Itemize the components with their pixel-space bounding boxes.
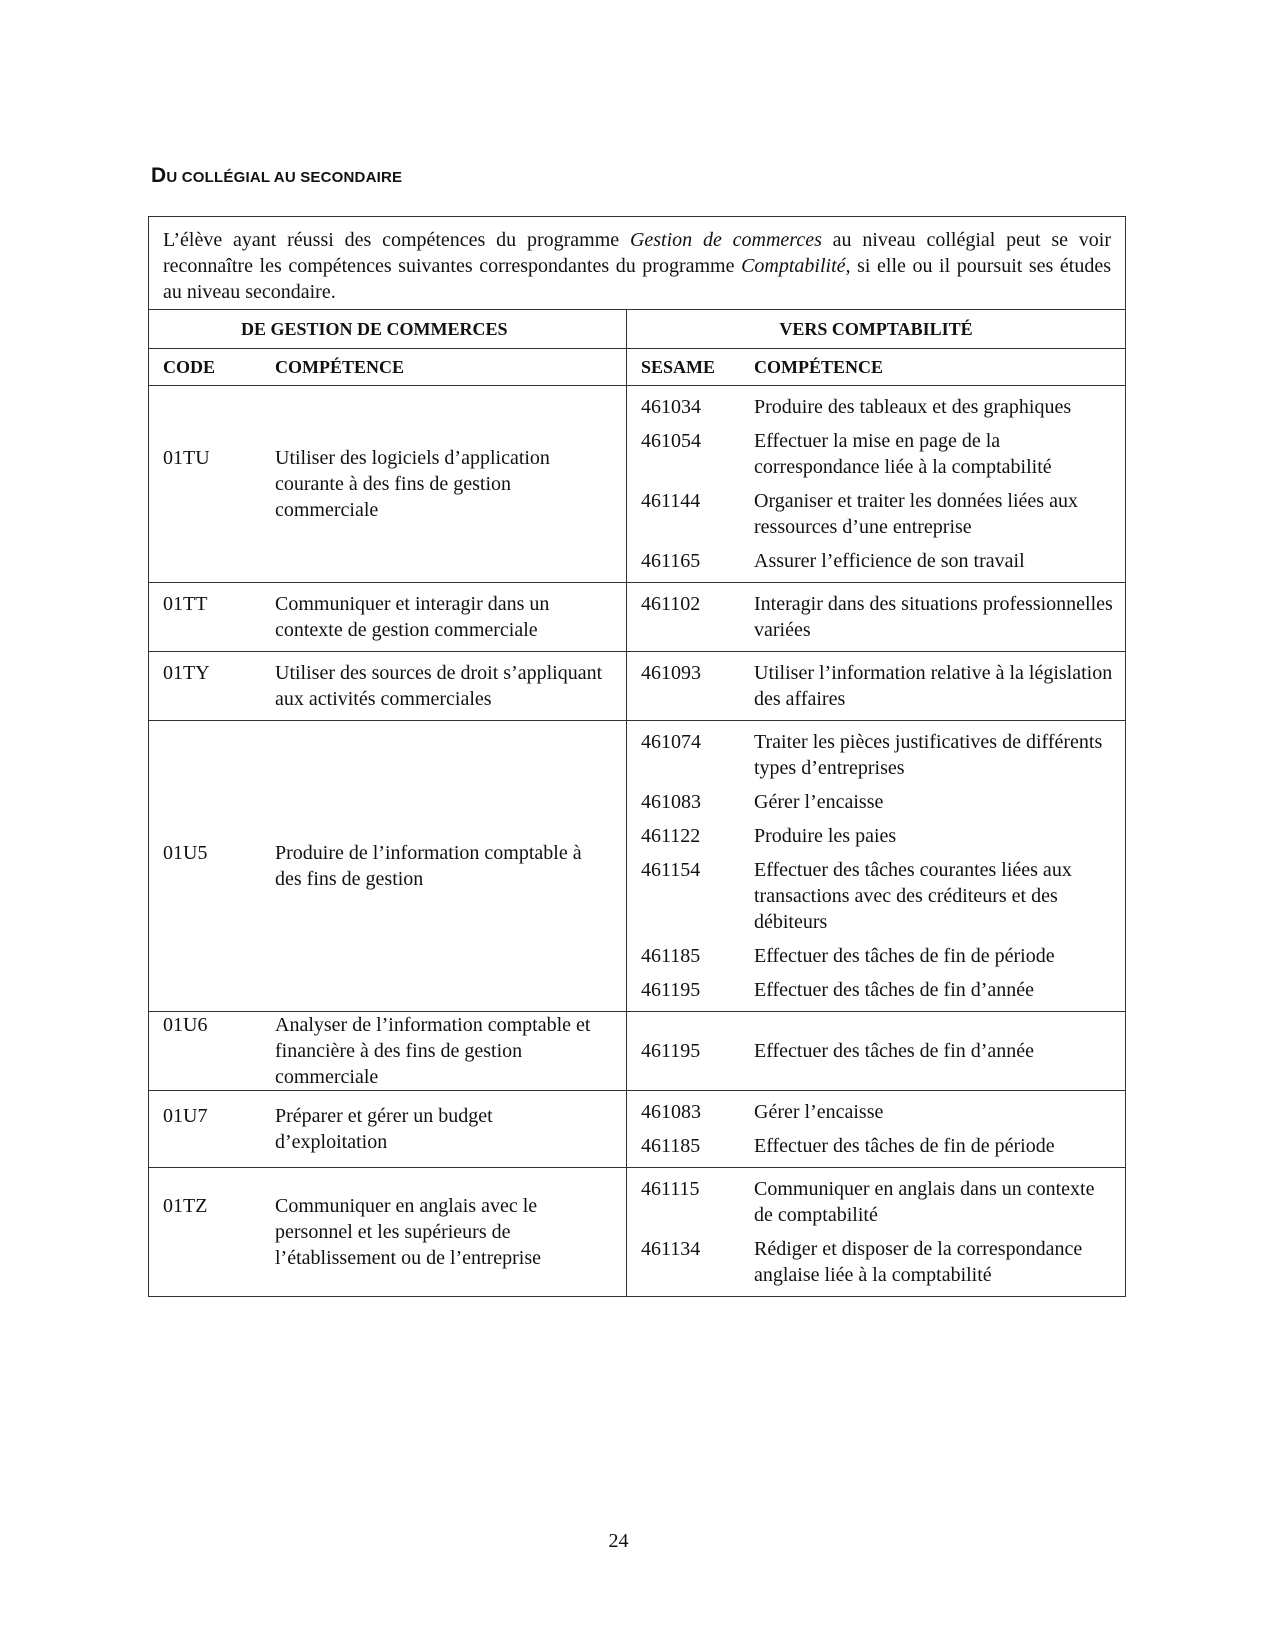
sesame-code: 461185 bbox=[641, 945, 701, 967]
source-code: 01TT bbox=[163, 593, 208, 615]
target-entry bbox=[627, 1236, 1125, 1288]
target-competence: Effectuer la mise en page de la correspondance liée à la comptabilité bbox=[754, 430, 1052, 478]
target-entry bbox=[627, 660, 1125, 712]
program-gestion: Gestion de commerces bbox=[629, 229, 822, 251]
target-entry bbox=[627, 394, 1125, 420]
table-row bbox=[149, 1168, 1126, 1297]
page-number: 24 bbox=[608, 1530, 629, 1552]
source-competence: Communiquer en anglais avec le personnel et les supérieurs de l’établissement ou de l’entreprise bbox=[275, 1195, 542, 1269]
target-cell bbox=[627, 583, 1126, 652]
sesame-code: 461093 bbox=[641, 662, 701, 684]
table-row bbox=[149, 386, 1126, 583]
sesame-code: 461083 bbox=[641, 1101, 701, 1123]
target-cell bbox=[627, 1168, 1126, 1297]
target-competence: Rédiger et disposer de la correspondance anglaise liée à la comptabilité bbox=[754, 1238, 1083, 1286]
target-competence: Interagir dans des situations professionnelles variées bbox=[754, 593, 1113, 641]
target-entry bbox=[627, 1099, 1125, 1125]
target-competence: Communiquer en anglais dans un contexte de comptabilité bbox=[754, 1178, 1095, 1226]
intro-paragraph: L’élève ayant réussi des compétences du programme Gestion de commerces au niveau collégial peut se voir reconnaître les compétences suivantes correspondantes du programme Comptabilité, si elle ou il poursuit ses études au niveau secondaire. bbox=[149, 217, 1126, 310]
header-competence-right: COMPÉTENCE bbox=[754, 356, 884, 377]
source-cell bbox=[149, 1091, 627, 1168]
target-competence: Effectuer des tâches courantes liées aux transactions avec des créditeurs et des débiteurs bbox=[754, 859, 1072, 933]
table-row bbox=[149, 583, 1126, 652]
table-row bbox=[149, 652, 1126, 721]
source-competence: Analyser de l’information comptable et financière à des fins de gestion commerciale bbox=[275, 1014, 591, 1088]
source-competence: Utiliser des logiciels d’application courante à des fins de gestion commerciale bbox=[275, 447, 550, 521]
target-competence: Traiter les pièces justificatives de différents types d’entreprises bbox=[754, 731, 1103, 779]
target-cell bbox=[627, 1091, 1126, 1168]
target-cell bbox=[627, 1012, 1126, 1091]
target-entry bbox=[627, 857, 1125, 935]
target-competence: Effectuer des tâches de fin de période bbox=[754, 1135, 1055, 1157]
target-entry bbox=[627, 1038, 1125, 1064]
target-competence: Assurer l’efficience de son travail bbox=[754, 550, 1025, 572]
target-competence: Effectuer des tâches de fin de période bbox=[754, 945, 1055, 967]
source-cell bbox=[149, 583, 627, 652]
source-cell bbox=[149, 1012, 627, 1091]
header-sesame: SESAME bbox=[641, 356, 716, 377]
sesame-code: 461195 bbox=[641, 979, 701, 1001]
source-cell bbox=[149, 652, 627, 721]
program-comptabilite: Comptabilité, bbox=[741, 255, 851, 277]
sesame-code: 461115 bbox=[641, 1178, 700, 1200]
sesame-code: 461165 bbox=[641, 550, 701, 572]
header-to-program: VERS COMPTABILITÉ bbox=[627, 310, 1126, 349]
source-code: 01U6 bbox=[163, 1014, 208, 1036]
source-code: 01TY bbox=[163, 662, 210, 684]
sesame-code: 461102 bbox=[641, 593, 701, 615]
target-competence: Effectuer des tâches de fin d’année bbox=[754, 979, 1035, 1001]
target-competence: Produire les paies bbox=[754, 825, 897, 847]
page-heading bbox=[151, 164, 402, 188]
header-competence-left: COMPÉTENCE bbox=[275, 356, 405, 377]
table-row bbox=[149, 1012, 1126, 1091]
target-competence: Organiser et traiter les données liées aux ressources d’une entreprise bbox=[754, 490, 1078, 538]
source-code: 01U5 bbox=[163, 842, 208, 864]
source-competence: Utiliser des sources de droit s’appliquant aux activités commerciales bbox=[275, 662, 603, 710]
column-header-row bbox=[149, 349, 1126, 386]
target-entry bbox=[627, 977, 1125, 1003]
target-competence: Produire des tableaux et des graphiques bbox=[754, 396, 1072, 418]
target-competence: Utiliser l’information relative à la législation des affaires bbox=[754, 662, 1113, 710]
sesame-code: 461185 bbox=[641, 1135, 701, 1157]
heading-part: U COLL bbox=[166, 169, 224, 186]
target-cell bbox=[627, 652, 1126, 721]
sesame-code: 461144 bbox=[641, 490, 701, 512]
group-header-row bbox=[149, 310, 1126, 349]
sesame-code: 461083 bbox=[641, 791, 701, 813]
source-code: 01TU bbox=[163, 447, 210, 469]
sesame-code: 461122 bbox=[641, 825, 701, 847]
target-competence: Gérer l’encaisse bbox=[754, 1101, 884, 1123]
target-entry bbox=[627, 943, 1125, 969]
intro-row bbox=[149, 217, 1126, 310]
target-entry bbox=[627, 591, 1125, 643]
source-competence: Préparer et gérer un budget d’exploitation bbox=[275, 1105, 493, 1153]
sesame-code: 461054 bbox=[641, 430, 701, 452]
equivalence-table bbox=[148, 216, 1126, 1297]
target-competence: Effectuer des tâches de fin d’année bbox=[754, 1040, 1035, 1062]
target-cell bbox=[627, 386, 1126, 583]
target-entry bbox=[627, 488, 1125, 540]
target-competence: Gérer l’encaisse bbox=[754, 791, 884, 813]
sesame-code: 461034 bbox=[641, 396, 701, 418]
source-cell bbox=[149, 721, 627, 1012]
source-code: 01TZ bbox=[163, 1195, 208, 1217]
target-entry bbox=[627, 729, 1125, 781]
target-entry bbox=[627, 548, 1125, 574]
sesame-code: 461195 bbox=[641, 1040, 701, 1062]
target-entry bbox=[627, 428, 1125, 480]
source-competence: Produire de l’information comptable à des fins de gestion bbox=[275, 842, 582, 890]
heading-first-letter: D bbox=[151, 164, 167, 187]
target-entry bbox=[627, 823, 1125, 849]
target-entry bbox=[627, 789, 1125, 815]
target-entry bbox=[627, 1176, 1125, 1228]
sesame-code: 461154 bbox=[641, 859, 701, 881]
source-cell bbox=[149, 386, 627, 583]
source-code: 01U7 bbox=[163, 1105, 208, 1127]
header-code: CODE bbox=[163, 356, 216, 377]
header-from-program: DE GESTION DE COMMERCES bbox=[149, 310, 627, 349]
target-entry bbox=[627, 1133, 1125, 1159]
sesame-code: 461134 bbox=[641, 1238, 701, 1260]
target-cell bbox=[627, 721, 1126, 1012]
table-row bbox=[149, 721, 1126, 1012]
heading-rest: ÉGIAL AU SECONDAIRE bbox=[223, 169, 403, 186]
source-cell bbox=[149, 1168, 627, 1297]
sesame-code: 461074 bbox=[641, 731, 701, 753]
table-row bbox=[149, 1091, 1126, 1168]
source-competence: Communiquer et interagir dans un contexte de gestion commerciale bbox=[275, 593, 550, 641]
